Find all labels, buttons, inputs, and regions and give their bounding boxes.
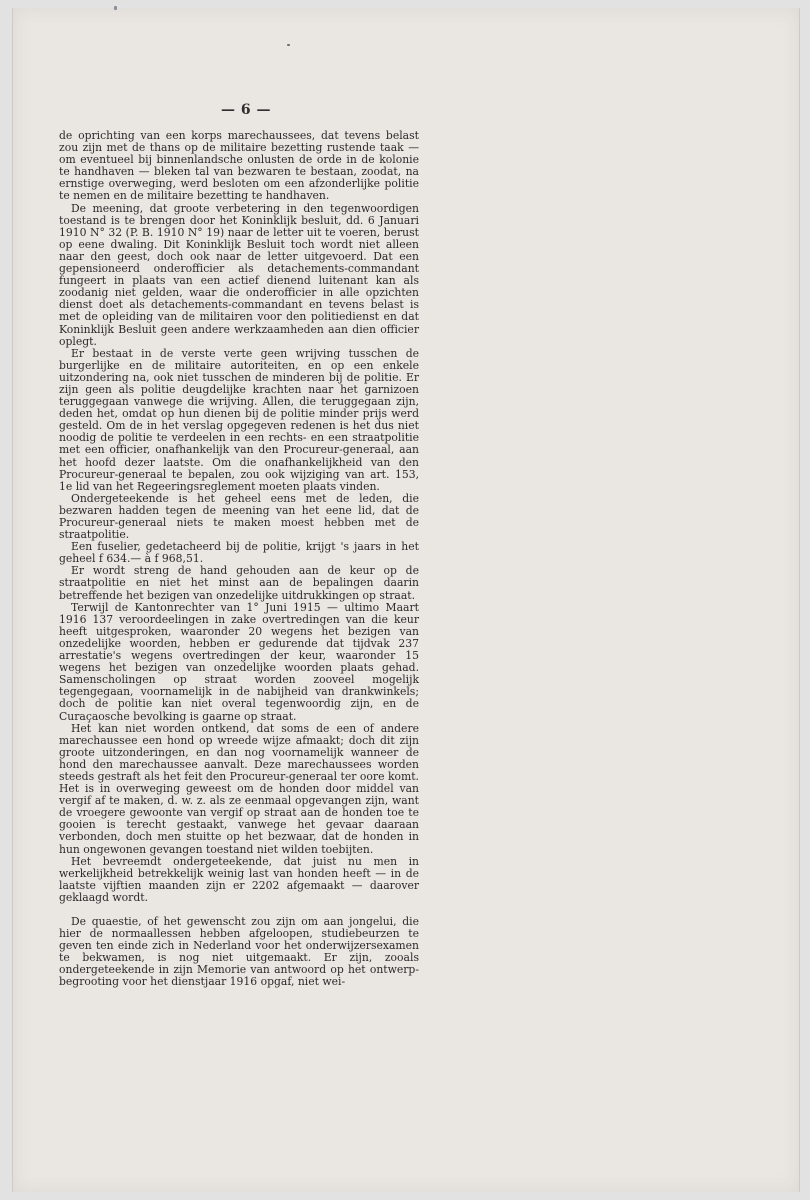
paper-speck	[287, 44, 290, 46]
paragraph-dog-complaints: Het bevreemdt ondergeteekende, dat juist nu men in werkelijkheid betrekkelijk weinig last van honden heeft — in de laatste vijftien maanden zijn er 2202 afgemaakt — daarover geklaagd wordt.	[59, 854, 419, 904]
paragraph-fusilier-pay: Een fuselier, gedetacheerd bij de politie, krijgt 's jaars in het geheel f 634.— à f 968,51.	[59, 540, 419, 566]
paragraph-convictions: Terwijl de Kantonrechter van 1° Juni 1915 — ultimo Maart 1916 137 veroordeelingen in zake overtredingen van die keur heeft uitgesproken, waaronder 20 wegens het bezigen van onzedelijke woorden, hebben er gedurende dat tijdvak 237 arrestatie's wegens overtredingen der keur, waaronder 15 wegens het bezigen van onzedelijke woorden plaats gehad. Samenscholingen op straat worden zooveel mogelijk tegengegaan, voornamelijk in de nabijheid van drankwinkels; doch de politie kan niet overal tegenwoordig zijn, en de Curaçaosche bevolking is gaarne op straat.	[59, 600, 419, 723]
paragraph-street-ordinance: Er wordt streng de hand gehouden aan de keur op de straatpolitie en niet het minst aan de bepalingen daarin betreffende het bezigen van onzedelijke uitdrukkingen op straat.	[59, 564, 419, 602]
paragraph-royal-decree: De meening, dat groote verbetering in den tegenwoordigen toestand is te brengen door het Koninklijk besluit, dd. 6 Januari 1910 N° 32 (P. B. 1910 N° 19) naar de letter uit te voeren, berust op eene dwaling. Dit Koninklijk Besluit toch wordt niet alleen naar den geest, doch ook naar de letter uitgevoerd. Dat een gepensioneerd onderofficier als detachements-commandant fungeert in plaats van een actief dienend luitenant kan als zoodanig niet gelden, waar die onderofficier in alle opzichten dienst doet als detachements-commandant en tevens belast is met de opleiding van de militairen voor den politiedienst en dat Koninklijk Besluit geen andere werkzaamheden aan dien officier oplegt.	[59, 201, 419, 348]
page-number: — 6 —	[221, 102, 271, 118]
paragraph-dogs: Het kan niet worden ontkend, dat soms de een of andere marechaussee een hond op wreede wijze afmaakt; doch dit zijn groote uitzonderingen, en dan nog voornamelijk wanneer de hond den marechaussee aanvalt. Deze marechaussees worden steeds gestraft als het feit den Procureur-generaal ter oore komt. Het is in overweging geweest om de honden door middel van vergif af te maken, d. w. z. als ze eenmaal opgevangen zijn, want de vroegere gewoonte van vergif op straat aan de honden toe te gooien is terecht gestaakt, vanwege het gevaar daaraan verbonden, doch men stuitte op het bezwaar, dat de honden in hun ongewonen gevangen toestand niet wilden toebijten.	[59, 721, 419, 856]
paragraph-scholarships: De quaestie, of het gewenscht zou zijn om aan jongelui, die hier de normaallessen hebben afgeloopen, studiebeurzen te geven ten einde zich in Nederland voor het onderwijzersexamen te bekwamen, is nog niet uitgemaakt. Er zijn, zooals ondergeteekende in zijn Memorie van antwoord op het ontwerp-begrooting voor het dienstjaar 1916 opgaf, niet wei-	[59, 915, 419, 989]
body-text	[59, 130, 419, 989]
paragraph-friction: Er bestaat in de verste verte geen wrijving tusschen de burgerlijke en de militaire autoriteiten, en op een enkele uitzondering na, ook niet tusschen de minderen bij de politie. Er zijn geen als politie deugdelijke krachten naar het garnizoen teruggegaan vanwege die wrijving. Allen, die teruggegaan zijn, deden het, omdat op hun dienen bij de politie minder prijs werd gesteld. Om de in het verslag opgegeven redenen is het dus niet noodig de politie te verdeelen in een rechts- en een straatpolitie met een officier, onafhankelijk van den Procureur-generaal, aan het hoofd dezer laatste. Om die onafhankelijkheid van den Procureur-generaal te bepalen, zou ook wijziging van art. 153, 1e lid van het Regeeringsreglement moeten plaats vinden.	[59, 346, 419, 493]
document-page	[12, 8, 800, 1192]
paragraph-procurator: Ondergeteekende is het geheel eens met de leden, die bezwaren hadden tegen de meening van het eene lid, dat de Procureur-generaal niets te maken moest hebben met de straatpolitie.	[59, 491, 419, 542]
scan-corner-mark	[114, 6, 117, 10]
paragraph-continuation: de oprichting van een korps marechaussees, dat tevens belast zou zijn met de thans op de militaire bezetting rustende taak — om eventueel bij binnenlandsche onlusten de orde in de kolonie te handhaven — bleken tal van bezwaren te bestaan, zoodat, na ernstige overweging, werd besloten om een afzonderlijke politie te nemen en de militaire bezetting te handhaven.	[59, 129, 419, 203]
